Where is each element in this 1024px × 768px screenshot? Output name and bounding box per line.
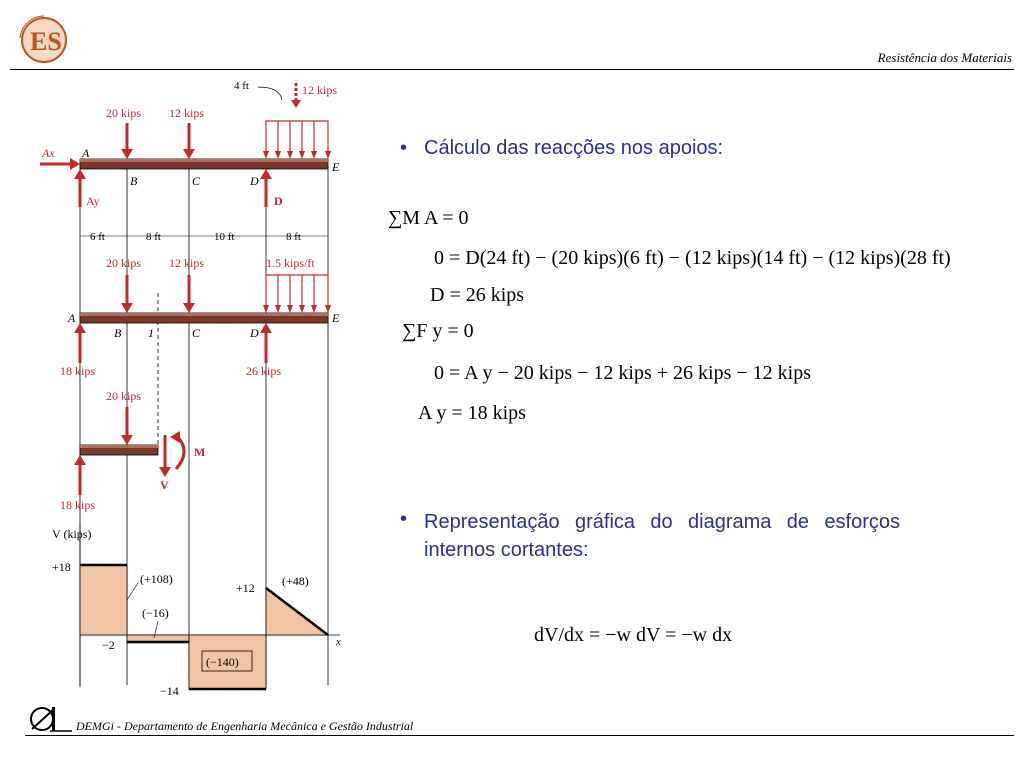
- svg-text:ES: ES: [30, 27, 62, 56]
- section-reaction-label: 18 kips: [60, 498, 96, 512]
- point-a-mid: A: [68, 311, 76, 325]
- point-d-mid: D: [250, 326, 259, 340]
- bullet-reactions-text: Cálculo das reacções nos apoios:: [424, 137, 724, 159]
- point-c-top: C: [192, 174, 201, 188]
- point-b-mid: B: [114, 326, 122, 340]
- section-load-label: 20 kips: [106, 389, 142, 403]
- reaction-18-label: 18 kips: [60, 364, 96, 378]
- dim-6ft: 6 ft: [90, 231, 105, 243]
- bullet-dot: •: [400, 137, 408, 159]
- reaction-ay-label: Ay: [86, 194, 100, 208]
- shear-val-neg14: −14: [160, 684, 179, 698]
- shear-val-12: +12: [236, 581, 255, 595]
- dim-8ft-2: 8 ft: [286, 231, 301, 243]
- mid-load-3-label: 1.5 kips/ft: [266, 256, 315, 270]
- equation-d-result: D = 26 kips: [430, 284, 525, 306]
- school-logo: [10, 8, 72, 70]
- bullet-reactions: [400, 137, 900, 167]
- point-e-mid: E: [332, 311, 340, 325]
- mid-load-1-label: 20 kips: [106, 256, 142, 270]
- department-logo: [28, 703, 74, 735]
- point-a-top: A: [82, 146, 90, 160]
- point-d-top: D: [250, 174, 259, 188]
- equation-force-balance: 0 = A y − 20 kips − 12 kips + 26 kips − 12 kips: [434, 362, 811, 384]
- equation-ay-result: A y = 18 kips: [418, 402, 526, 424]
- shear-val-neg2: −2: [102, 638, 115, 652]
- moment-m-label: M: [194, 445, 206, 459]
- beam-figure: [30, 75, 360, 715]
- bullet-shear-text: Representação gráfica do diagrama de esforços internos cortantes:: [424, 511, 900, 561]
- equation-sum-moments: ∑M A = 0: [388, 207, 469, 229]
- shear-area-108: (+108): [140, 572, 173, 586]
- header-divider: [10, 69, 1014, 70]
- dim-8ft-1: 8 ft: [146, 231, 161, 243]
- reaction-ax-label: Ax: [42, 146, 55, 160]
- bullet-dot: •: [400, 508, 408, 530]
- point-b-top: B: [130, 174, 138, 188]
- top-load-2-label: 12 kips: [169, 106, 205, 120]
- point-e-top: E: [332, 160, 340, 174]
- bullet-shear-diagram: [400, 508, 900, 568]
- shear-val-18: +18: [52, 560, 71, 574]
- shear-area-48: (+48): [282, 574, 309, 588]
- top-load-3-label: 12 kips: [302, 83, 338, 97]
- shear-area-140: (−140): [206, 655, 239, 669]
- shear-ylabel: V (kips): [52, 527, 92, 541]
- mid-load-2-label: 12 kips: [169, 256, 205, 270]
- equation-sum-forces: ∑F y = 0: [402, 320, 474, 342]
- reaction-d-label: D: [274, 194, 283, 208]
- shear-v-label: V: [160, 478, 169, 492]
- reaction-26-label: 26 kips: [246, 364, 282, 378]
- point-1-mid: 1: [148, 326, 154, 340]
- footer-department: DEMGi - Departamento de Engenharia Mecânica e Gestão Industrial: [76, 719, 414, 733]
- dim-10ft: 10 ft: [214, 231, 235, 243]
- shear-area-16: (−16): [142, 606, 169, 620]
- equation-dv-dx: dV/dx = −w dV = −w dx: [534, 624, 733, 646]
- page-title: Resistência dos Materiais: [877, 50, 1012, 65]
- equation-moment-balance: 0 = D(24 ft) − (20 kips)(6 ft) − (12 kips)(14 ft) − (12 kips)(28 ft): [434, 247, 951, 269]
- top-load-1-label: 20 kips: [106, 106, 142, 120]
- dist-4ft-label: 4 ft: [234, 80, 249, 92]
- shear-xlabel: x: [336, 636, 341, 648]
- footer-divider: [25, 735, 1014, 736]
- point-c-mid: C: [192, 326, 201, 340]
